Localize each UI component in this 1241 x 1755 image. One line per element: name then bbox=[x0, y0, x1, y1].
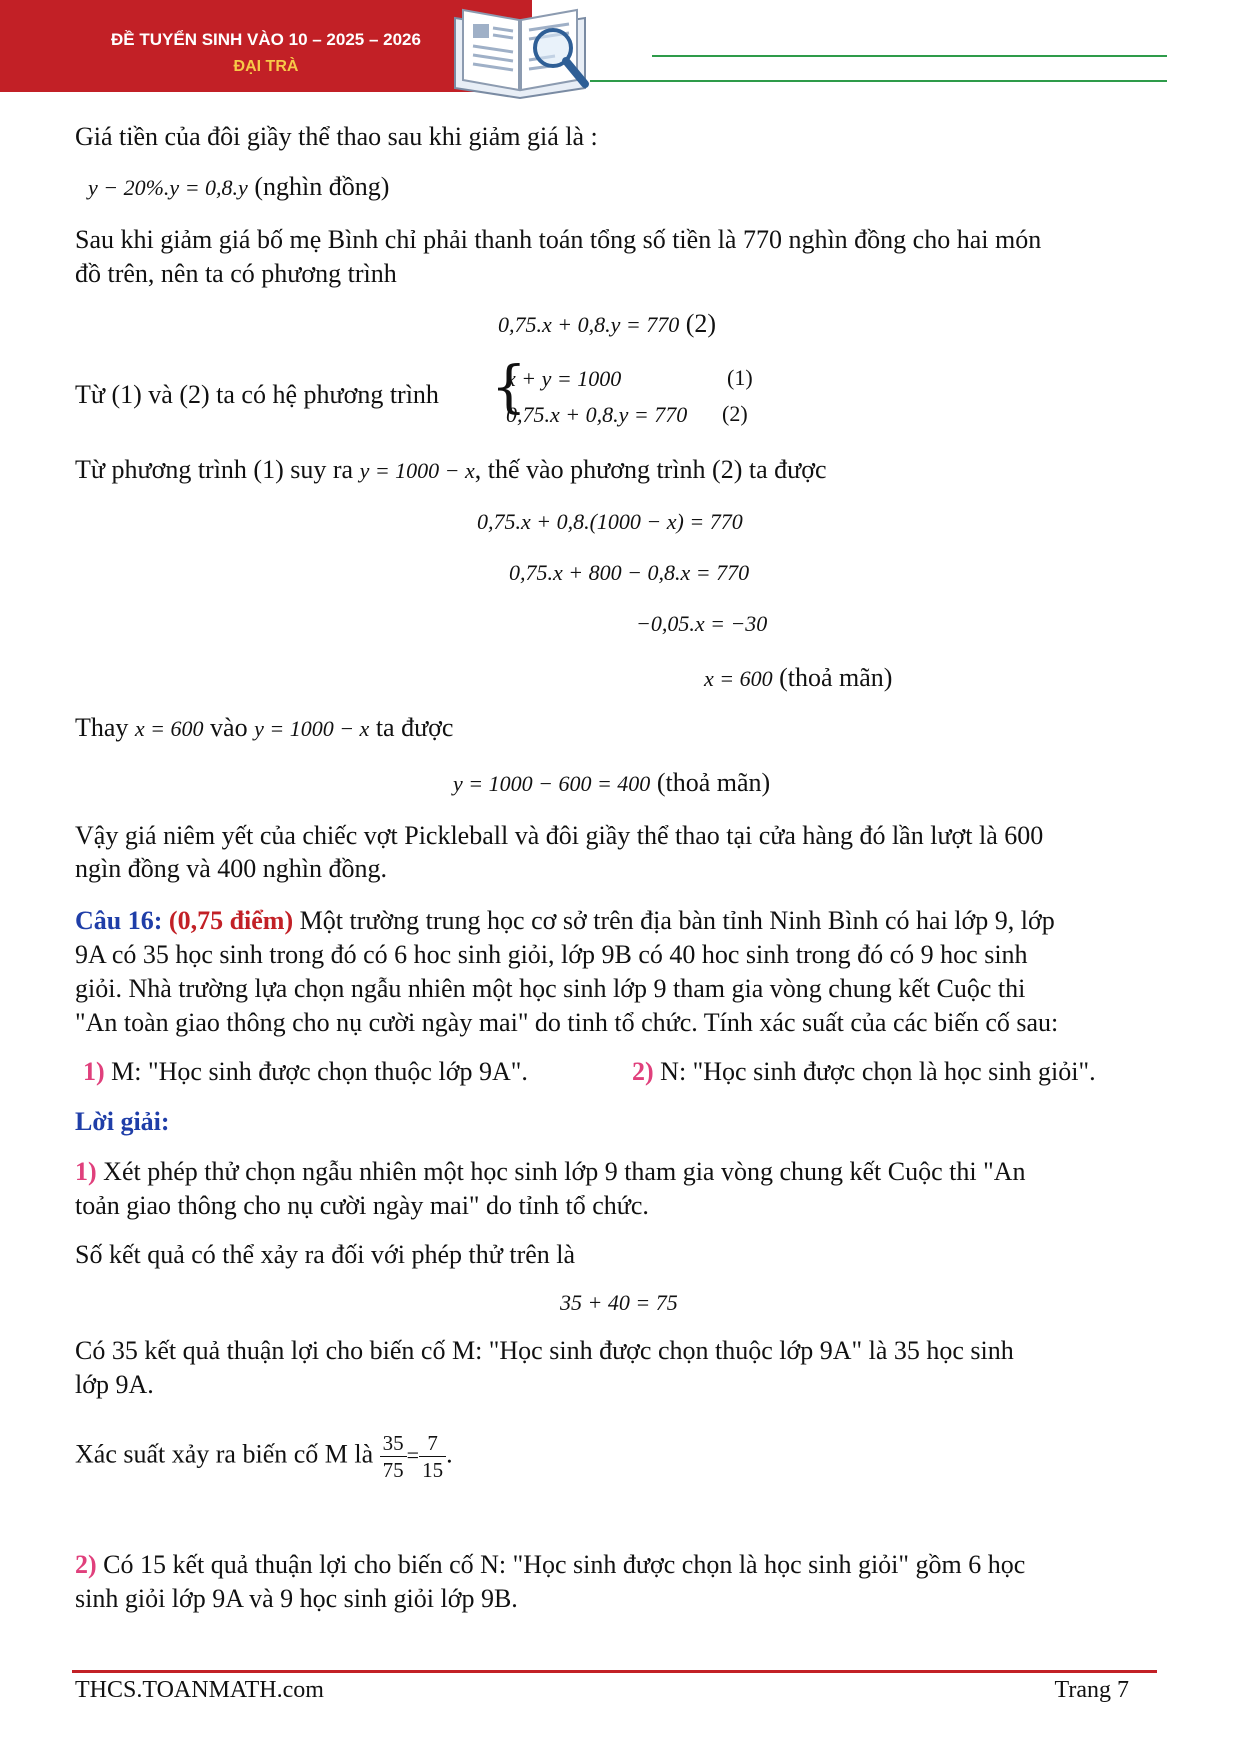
solution-1-line-2: toản giao thông cho nụ cười ngày mai" do tỉnh tổ chức. bbox=[75, 1191, 649, 1220]
question-16-line-1 bbox=[75, 904, 1055, 938]
paragraph-3-math: y = 1000 − x bbox=[359, 458, 475, 483]
question-16-line-4: "An toàn giao thông cho nụ cười ngày mai" do tinh tổ chức. Tính xác suất của các biến cố sau: bbox=[75, 1008, 1059, 1037]
book-magnifier-icon bbox=[445, 0, 595, 102]
part-1-text: M: "Học sinh được chọn thuộc lớp 9A". bbox=[111, 1057, 528, 1086]
solution-2-line-2: sinh giỏi lớp 9A và 9 học sinh giỏi lớp 9B. bbox=[75, 1584, 518, 1613]
fraction-1-numerator: 35 bbox=[380, 1430, 407, 1457]
step-5 bbox=[453, 766, 770, 801]
paragraph-1: Giá tiền của đôi giầy thể thao sau khi giảm giá là : bbox=[75, 122, 598, 151]
footer-rule bbox=[72, 1670, 1157, 1673]
question-16-text-1: Một trường trung học cơ sở trên địa bàn tỉnh Ninh Bình có hai lớp 9, lớp bbox=[299, 906, 1055, 935]
step-5-math: y = 1000 − 600 = 400 bbox=[453, 771, 651, 796]
system-row-2-tag: (2) bbox=[722, 401, 748, 426]
paragraph-4-math-2: y = 1000 − x bbox=[254, 716, 370, 741]
fraction-1-denominator: 75 bbox=[382, 1458, 404, 1482]
step-5-text: (thoả mãn) bbox=[656, 768, 771, 797]
step-2: 0,75.x + 800 − 0,8.x = 770 bbox=[509, 560, 750, 585]
probability-line bbox=[75, 1430, 453, 1483]
part-2-text: N: "Học sinh được chọn là học sinh giỏi". bbox=[660, 1057, 1096, 1086]
header-rule-top bbox=[652, 55, 1167, 57]
fraction-2-numerator: 7 bbox=[419, 1430, 446, 1457]
footer-site: THCS.TOANMATH.com bbox=[75, 1677, 324, 1703]
equation-2 bbox=[498, 307, 716, 342]
equation-2-tag: (2) bbox=[685, 309, 717, 338]
step-4-text: (thoả mãn) bbox=[779, 663, 893, 692]
system-brace: { bbox=[491, 355, 527, 420]
system-row-1-tag: (1) bbox=[727, 365, 753, 390]
question-16-label: Câu 16: bbox=[75, 906, 163, 935]
solution-2-line-1 bbox=[75, 1548, 1025, 1582]
fraction-35-75 bbox=[380, 1430, 407, 1483]
paragraph-4-math-1: x = 600 bbox=[134, 716, 204, 741]
paragraph-2-line-2: đồ trên, nên ta có phương trình bbox=[75, 259, 397, 288]
paragraph-4-c: ta được bbox=[375, 713, 454, 742]
conclusion-line-1: Vậy giá niêm yết của chiếc vợt Pickleball và đôi giầy thể thao tại cửa hàng đó lần lượt là 600 bbox=[75, 821, 1044, 850]
equals-sign: = bbox=[406, 1442, 420, 1468]
solution-1-outcomes: Số kết quả có thể xảy ra đối với phép thử trên là bbox=[75, 1240, 576, 1269]
paragraph-3-b: , thế vào phương trình (2) ta được bbox=[474, 455, 827, 484]
page-number: Trang 7 bbox=[1054, 1677, 1129, 1703]
solution-1-line-1 bbox=[75, 1155, 1026, 1189]
part-1 bbox=[83, 1055, 528, 1089]
step-3: −0,05.x = −30 bbox=[636, 611, 768, 636]
system-row-1 bbox=[506, 361, 621, 396]
solution-1-favorable-line-2: lớp 9A. bbox=[75, 1370, 154, 1399]
question-16-line-3: giỏi. Nhà trường lựa chọn ngẫu nhiên một học sinh lớp 9 tham gia vòng chung kết Cuộc thi bbox=[75, 974, 1026, 1003]
step-4-math: x = 600 bbox=[704, 666, 773, 691]
fraction-2-denominator: 15 bbox=[422, 1458, 444, 1482]
exam-title: ĐỀ TUYỂN SINH VÀO 10 – 2025 – 2026 bbox=[111, 30, 421, 49]
equation-1 bbox=[88, 170, 389, 205]
system-intro: Từ (1) và (2) ta có hệ phương trình bbox=[75, 380, 439, 409]
system-row-2 bbox=[506, 397, 687, 432]
system-row-1-math: x + y = 1000 bbox=[506, 366, 622, 391]
solution-1-favorable-line-1: Có 35 kết quả thuận lợi cho biến cố M: "Học sinh được chọn thuộc lớp 9A" là 35 học sinh bbox=[75, 1336, 1014, 1365]
paragraph-4 bbox=[75, 711, 453, 746]
system-row-2-math: 0,75.x + 0,8.y = 770 bbox=[506, 402, 688, 427]
paragraph-2-line-1: Sau khi giảm giá bố mẹ Bình chỉ phải thanh toán tổng số tiền là 770 nghìn đồng cho hai món bbox=[75, 225, 1042, 254]
paragraph-4-b: vào bbox=[210, 713, 248, 742]
question-16-line-2: 9A có 35 học sinh trong đó có 6 hoc sinh giỏi, lớp 9B có 40 hoc sinh trong đó có 9 hoc sinh bbox=[75, 940, 1028, 969]
step-1: 0,75.x + 0,8.(1000 − x) = 770 bbox=[477, 509, 743, 534]
part-2 bbox=[632, 1055, 1096, 1089]
probability-period: . bbox=[446, 1439, 453, 1469]
probability-text: Xác suất xảy ra biến cố M là bbox=[75, 1439, 374, 1469]
solution-heading: Lời giải: bbox=[75, 1107, 170, 1136]
part-1-label: 1) bbox=[83, 1057, 105, 1086]
paragraph-4-a: Thay bbox=[75, 713, 129, 742]
paragraph-3-a: Từ phương trình (1) suy ra bbox=[75, 455, 354, 484]
equation-1-text: (nghìn đồng) bbox=[254, 172, 390, 201]
header-rule-bottom bbox=[590, 80, 1167, 82]
equation-1-math: y − 20%.y = 0,8.y bbox=[88, 175, 248, 200]
exam-subtitle: ĐẠI TRÀ bbox=[233, 58, 299, 75]
solution-1-equation: 35 + 40 = 75 bbox=[560, 1290, 678, 1315]
fraction-7-15 bbox=[419, 1430, 446, 1483]
solution-1-label: 1) bbox=[75, 1157, 97, 1186]
equation-2-math: 0,75.x + 0,8.y = 770 bbox=[498, 312, 680, 337]
paragraph-3 bbox=[75, 453, 827, 488]
part-2-label: 2) bbox=[632, 1057, 654, 1086]
solution-2-label: 2) bbox=[75, 1550, 97, 1579]
conclusion-line-2: ngìn đồng và 400 nghìn đồng. bbox=[75, 854, 387, 883]
solution-2-text-1: Có 15 kết quả thuận lợi cho biến cố N: "Học sinh được chọn là học sinh giỏi" gồm 6 học bbox=[103, 1550, 1026, 1579]
step-4 bbox=[704, 661, 892, 696]
question-16-points: (0,75 điểm) bbox=[168, 906, 294, 935]
solution-1-text-1: Xét phép thử chọn ngẫu nhiên một học sinh lớp 9 tham gia vòng chung kết Cuộc thi "An bbox=[103, 1157, 1026, 1186]
